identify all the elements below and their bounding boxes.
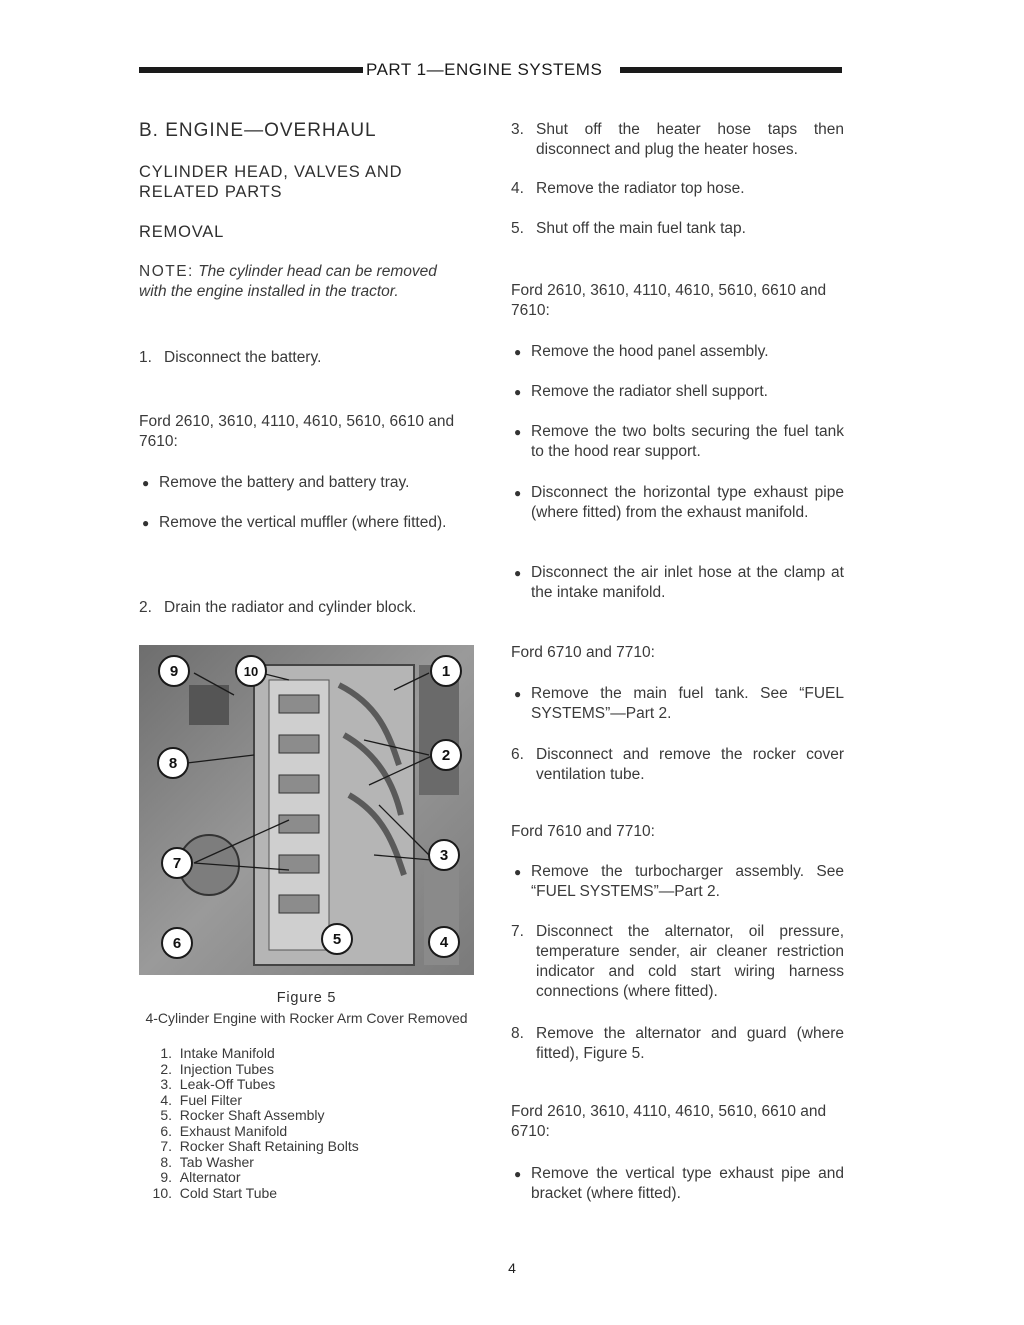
step-3 — [511, 120, 844, 160]
bullet-b-4 — [511, 483, 844, 523]
legend-row — [139, 1124, 479, 1140]
note-text-line-1: The cylinder head can be removed — [198, 263, 437, 280]
bullet-icon: ● — [514, 865, 522, 879]
figure-title: Figure 5 — [276, 990, 337, 1006]
model-list-c: Ford 6710 and 7710: — [511, 644, 655, 661]
legend-row — [139, 1155, 479, 1171]
step-text: Remove the alternator and guard (where fitted), Figure 5. — [536, 1025, 844, 1062]
header-rule-left — [139, 67, 363, 73]
bullet-text: Remove the turbocharger assembly. See “FUEL SYSTEMS”—Part 2. — [531, 863, 844, 900]
callout-label-5: 5 — [332, 931, 342, 948]
bullet-icon: ● — [514, 566, 522, 580]
legend-row — [139, 1108, 479, 1124]
bullet-text: Remove the vertical type exhaust pipe and bracket (where fitted). — [531, 1165, 844, 1202]
bullet-icon: ● — [514, 687, 522, 701]
legend-row — [139, 1170, 479, 1186]
step-text: Disconnect the alternator, oil pressure, temperature sender, air cleaner restriction indicator and cold start wiring harness connections (where fitted). — [536, 923, 844, 1000]
legend-label: Alternator — [179, 1169, 241, 1185]
legend-label: Injection Tubes — [179, 1060, 274, 1077]
bullet-a-1 — [139, 473, 474, 493]
callout-label-1: 1 — [441, 663, 451, 680]
engine-illustration — [139, 645, 474, 975]
bullet-text: Remove the vertical muffler (where fitted). — [159, 514, 447, 531]
bullet-icon: ● — [514, 1167, 522, 1181]
bullet-text: Remove the battery and battery tray. — [159, 474, 410, 491]
subtitle-line-1: CYLINDER HEAD, VALVES AND — [139, 163, 403, 181]
engine-photo — [139, 645, 474, 975]
bullet-a-2 — [139, 513, 474, 533]
section-title: B. ENGINE—OVERHAUL — [139, 120, 377, 141]
callout-label-8: 8 — [168, 755, 178, 772]
bullet-c-1 — [511, 684, 844, 724]
header-rule-right — [620, 67, 842, 73]
bullet-e-1 — [511, 1164, 844, 1204]
model-list-d: Ford 7610 and 7710: — [511, 823, 655, 840]
step-number: 5. — [511, 220, 524, 237]
bullet-icon: ● — [514, 345, 522, 359]
step-text: Disconnect and remove the rocker cover ventilation tube. — [536, 746, 844, 783]
step-7 — [511, 922, 844, 1002]
legend-label: Tab Washer — [179, 1153, 254, 1170]
legend-number: 8. — [160, 1153, 172, 1170]
bullet-text: Disconnect the horizontal type exhaust pipe (where fitted) from the exhaust manifold. — [531, 484, 844, 521]
note-text-line-2: with the engine installed in the tractor. — [139, 283, 399, 300]
model-list-b: Ford 2610, 3610, 4110, 4610, 5610, 6610 and 7610: — [511, 282, 827, 319]
step-6 — [511, 745, 844, 785]
model-list-a: Ford 2610, 3610, 4110, 4610, 5610, 6610 and 7610: — [139, 413, 455, 450]
legend-row — [139, 1186, 479, 1202]
callout-label-6: 6 — [172, 935, 182, 952]
bullet-text: Remove the two bolts securing the fuel tank to the hood rear support. — [531, 423, 844, 460]
note-label: NOTE: — [139, 263, 194, 280]
bullet-d-1 — [511, 862, 844, 902]
note-block — [139, 262, 479, 302]
bullet-icon: ● — [514, 385, 522, 399]
subtitle-line-2: RELATED PARTS — [139, 183, 283, 201]
legend-number: 2. — [160, 1060, 172, 1077]
step-number: 1. — [139, 349, 152, 366]
legend-number: 1. — [160, 1045, 172, 1061]
legend-label: Exhaust Manifold — [179, 1122, 288, 1139]
figure-subtitle: 4-Cylinder Engine with Rocker Arm Cover Removed — [145, 1010, 468, 1026]
callout-label-10: 10 — [243, 664, 259, 679]
legend-label: Fuel Filter — [179, 1091, 243, 1108]
step-number: 6. — [511, 746, 524, 763]
bullet-b-1 — [511, 342, 844, 362]
step-2 — [139, 598, 479, 618]
legend-row — [139, 1062, 479, 1078]
legend-row — [139, 1046, 479, 1062]
bullet-text: Remove the hood panel assembly. — [531, 343, 769, 360]
step-text: Remove the radiator top hose. — [536, 180, 745, 197]
step-number: 3. — [511, 121, 524, 138]
legend-number: 9. — [160, 1169, 172, 1185]
step-number: 4. — [511, 180, 524, 197]
page-header-title: PART 1—ENGINE SYSTEMS — [366, 60, 603, 79]
bullet-text: Remove the radiator shell support. — [531, 383, 768, 400]
figure-legend — [139, 1046, 479, 1201]
legend-row — [139, 1093, 479, 1109]
bullet-text: Disconnect the air inlet hose at the clamp at the intake manifold. — [531, 564, 844, 601]
model-list-e: Ford 2610, 3610, 4110, 4610, 5610, 6610 and 6710: — [511, 1103, 827, 1140]
callout-label-9: 9 — [169, 663, 179, 680]
callout-label-2: 2 — [441, 747, 451, 764]
step-1 — [139, 348, 479, 368]
callout-label-4: 4 — [439, 934, 449, 951]
legend-number: 6. — [160, 1122, 172, 1139]
step-5 — [511, 219, 844, 239]
step-number: 8. — [511, 1025, 524, 1042]
legend-number: 7. — [160, 1138, 172, 1154]
bullet-icon: ● — [142, 476, 150, 490]
subtitle-removal: REMOVAL — [139, 223, 225, 241]
step-number: 2. — [139, 599, 152, 616]
legend-number: 5. — [160, 1107, 172, 1123]
callout-label-3: 3 — [439, 847, 449, 864]
bullet-icon: ● — [514, 425, 522, 439]
legend-label: Intake Manifold — [179, 1045, 275, 1061]
bullet-text: Remove the main fuel tank. See “FUEL SYSTEMS”—Part 2. — [531, 685, 844, 722]
legend-number: 4. — [160, 1091, 172, 1108]
legend-number: 10. — [152, 1184, 172, 1201]
legend-row — [139, 1077, 479, 1093]
step-text: Shut off the main fuel tank tap. — [536, 220, 746, 237]
step-4 — [511, 179, 844, 199]
bullet-b-3 — [511, 422, 844, 462]
step-8 — [511, 1024, 844, 1064]
step-text: Drain the radiator and cylinder block. — [164, 599, 417, 616]
step-number: 7. — [511, 923, 524, 940]
legend-label: Rocker Shaft Assembly — [179, 1107, 325, 1123]
bullet-icon: ● — [514, 486, 522, 500]
legend-row — [139, 1139, 479, 1155]
page-number: 4 — [508, 1260, 516, 1276]
legend-label: Rocker Shaft Retaining Bolts — [179, 1138, 359, 1154]
step-text: Disconnect the battery. — [164, 349, 322, 366]
bullet-b-5 — [511, 563, 844, 603]
bullet-b-2 — [511, 382, 844, 402]
step-text: Shut off the heater hose taps then disconnect and plug the heater hoses. — [536, 121, 844, 158]
legend-number: 3. — [160, 1076, 172, 1092]
legend-label: Leak-Off Tubes — [179, 1076, 276, 1092]
bullet-icon: ● — [142, 516, 150, 530]
callout-label-7: 7 — [172, 855, 182, 872]
legend-label: Cold Start Tube — [179, 1184, 278, 1201]
